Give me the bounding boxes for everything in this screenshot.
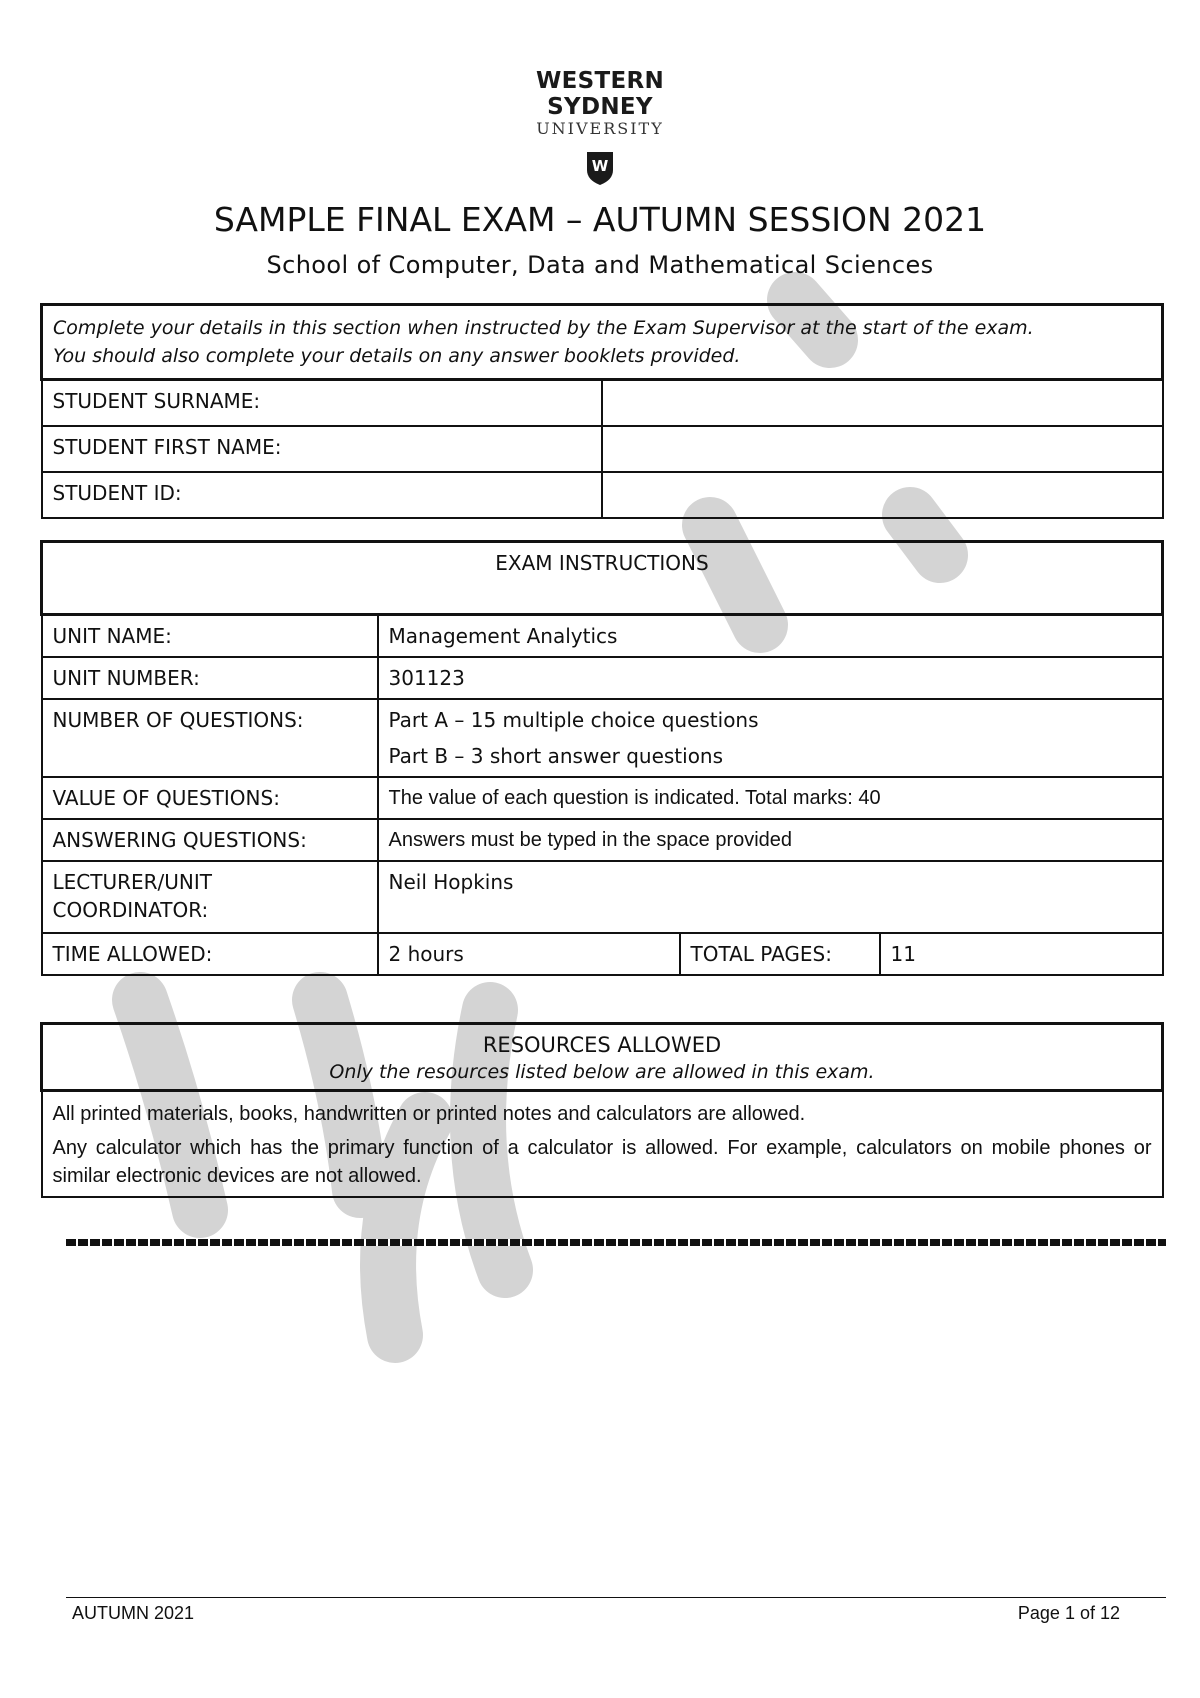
value-label: VALUE OF QUESTIONS: xyxy=(42,777,378,819)
student-id-label: STUDENT ID: xyxy=(42,472,603,518)
surname-label: STUDENT SURNAME: xyxy=(42,380,603,427)
details-notice xyxy=(42,305,1163,380)
time-allowed-label: TIME ALLOWED: xyxy=(42,933,378,975)
student-id-field[interactable] xyxy=(602,472,1163,518)
time-allowed-value: 2 hours xyxy=(378,933,680,975)
shield-letter: W xyxy=(591,157,609,175)
logo-wordmark: WESTERN SYDNEY xyxy=(535,68,665,120)
university-logo xyxy=(480,68,720,178)
value-text: The value of each question is indicated. Total marks: 40 xyxy=(378,777,1163,819)
resources-allowed-table xyxy=(40,1022,1164,1198)
dashed-divider xyxy=(66,1239,1166,1246)
unit-name-label: UNIT NAME: xyxy=(42,615,378,658)
footer-divider xyxy=(66,1597,1166,1598)
lecturer-label: LECTURER/UNIT COORDINATOR: xyxy=(42,861,378,933)
unit-number-label: UNIT NUMBER: xyxy=(42,657,378,699)
lecturer-value: Neil Hopkins xyxy=(378,861,1163,933)
part-a-text: Part A – 15 multiple choice questions xyxy=(388,708,759,732)
instructions-title: EXAM INSTRUCTIONS xyxy=(42,542,1163,615)
resources-line-1: All printed materials, books, handwritten or printed notes and calculators are allowed. xyxy=(52,1103,806,1125)
page-subtitle: School of Computer, Data and Mathematical Sciences xyxy=(266,251,934,279)
notice-line-1: Complete your details in this section when instructed by the Exam Supervisor at the start of the exam. xyxy=(53,317,1034,339)
resources-body xyxy=(42,1091,1163,1198)
total-pages-value: 11 xyxy=(880,933,1163,975)
total-pages-label: TOTAL PAGES: xyxy=(680,933,880,975)
exam-instructions-table xyxy=(40,540,1164,976)
answering-text: Answers must be typed in the space provided xyxy=(378,819,1163,861)
footer-page-number: Page 1 of 12 xyxy=(1017,1603,1120,1623)
footer-session: AUTUMN 2021 xyxy=(72,1603,195,1623)
resources-title: RESOURCES ALLOWED xyxy=(482,1033,722,1057)
resources-header xyxy=(42,1024,1163,1091)
unit-name-value: Management Analytics xyxy=(378,615,1163,658)
surname-field[interactable] xyxy=(602,380,1163,427)
num-questions-label: NUMBER OF QUESTIONS: xyxy=(42,699,378,777)
first-name-label: STUDENT FIRST NAME: xyxy=(42,426,603,472)
resources-line-2: Any calculator which has the primary function of a calculator is allowed. For example, calculators on mobile phones or similar electronic devices are not allowed. xyxy=(52,1137,1152,1187)
answering-label: ANSWERING QUESTIONS: xyxy=(42,819,378,861)
part-b-text: Part B – 3 short answer questions xyxy=(388,744,724,768)
logo-subtitle: UNIVERSITY xyxy=(536,119,664,138)
resources-subtitle: Only the resources listed below are allowed in this exam. xyxy=(329,1061,875,1083)
notice-line-2: You should also complete your details on any answer booklets provided. xyxy=(53,345,741,367)
student-details-table xyxy=(40,303,1164,519)
shield-icon xyxy=(585,150,615,186)
first-name-field[interactable] xyxy=(602,426,1163,472)
num-questions-value xyxy=(378,699,1163,777)
unit-number-value: 301123 xyxy=(378,657,1163,699)
page-title: SAMPLE FINAL EXAM – AUTUMN SESSION 2021 xyxy=(213,200,987,239)
